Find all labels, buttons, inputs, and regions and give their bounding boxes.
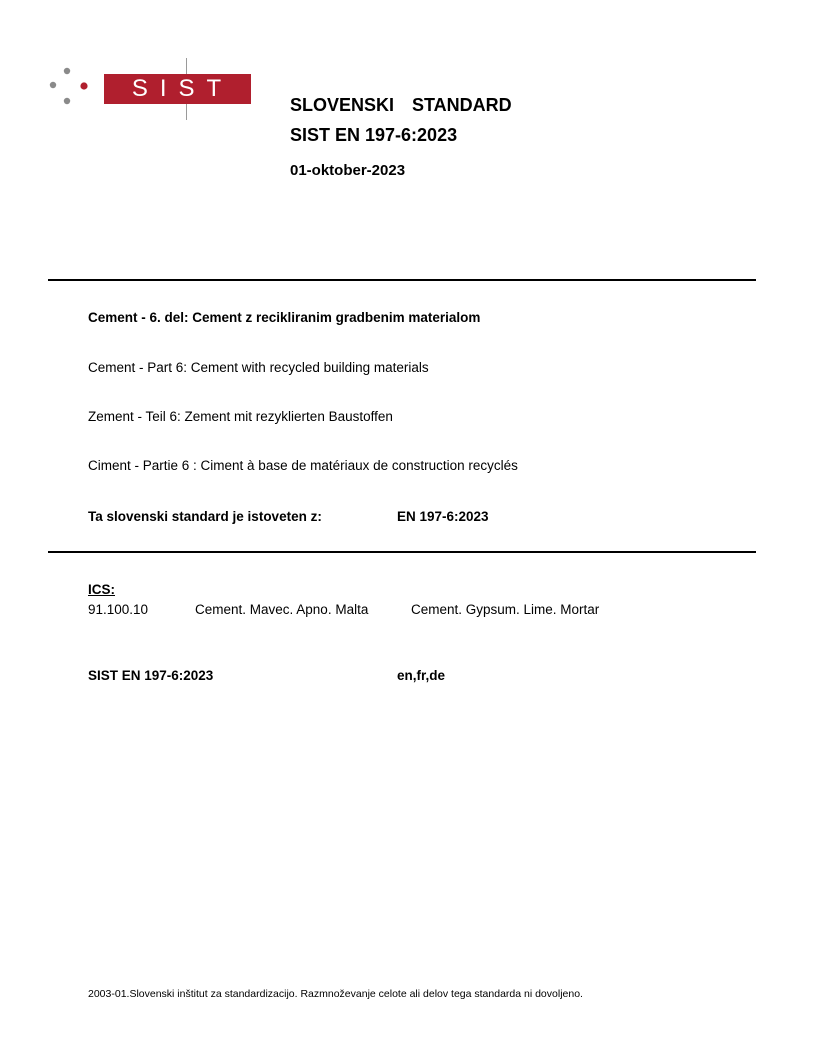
logo-wordmark: SIST [104,74,251,104]
title-french: Ciment - Partie 6 : Ciment à base de matériaux de construction recyclés [88,458,518,473]
logo-dots-icon [46,58,90,120]
title-german: Zement - Teil 6: Zement mit rezyklierten Baustoffen [88,409,393,424]
identity-value: EN 197-6:2023 [397,509,489,524]
footer-languages: en,fr,de [397,668,446,683]
standard-number: SIST EN 197-6:2023 [290,125,458,145]
divider-top [48,279,756,281]
title-slovenian: Cement - 6. del: Cement z recikliranim gradbenim materialom [88,310,481,325]
ics-description-en: Cement. Gypsum. Lime. Mortar [411,602,600,617]
standard-type: SLOVENSKI STANDARD [290,95,512,115]
ics-code: 91.100.10 [88,602,149,617]
identity-label: Ta slovenski standard je istoveten z: [88,509,322,524]
sist-logo [46,58,234,120]
copyright-notice: 2003-01.Slovenski inštitut za standardizacijo. Razmnoževanje celote ali delov tega standarda ni dovoljeno. [88,988,583,1000]
publication-date: 01-oktober-2023 [290,162,406,179]
ics-label: ICS: [88,582,115,597]
title-english: Cement - Part 6: Cement with recycled building materials [88,360,429,375]
footer-standard-number: SIST EN 197-6:2023 [88,668,214,683]
ics-description-sl: Cement. Mavec. Apno. Malta [195,602,369,617]
divider-bottom [48,551,756,553]
